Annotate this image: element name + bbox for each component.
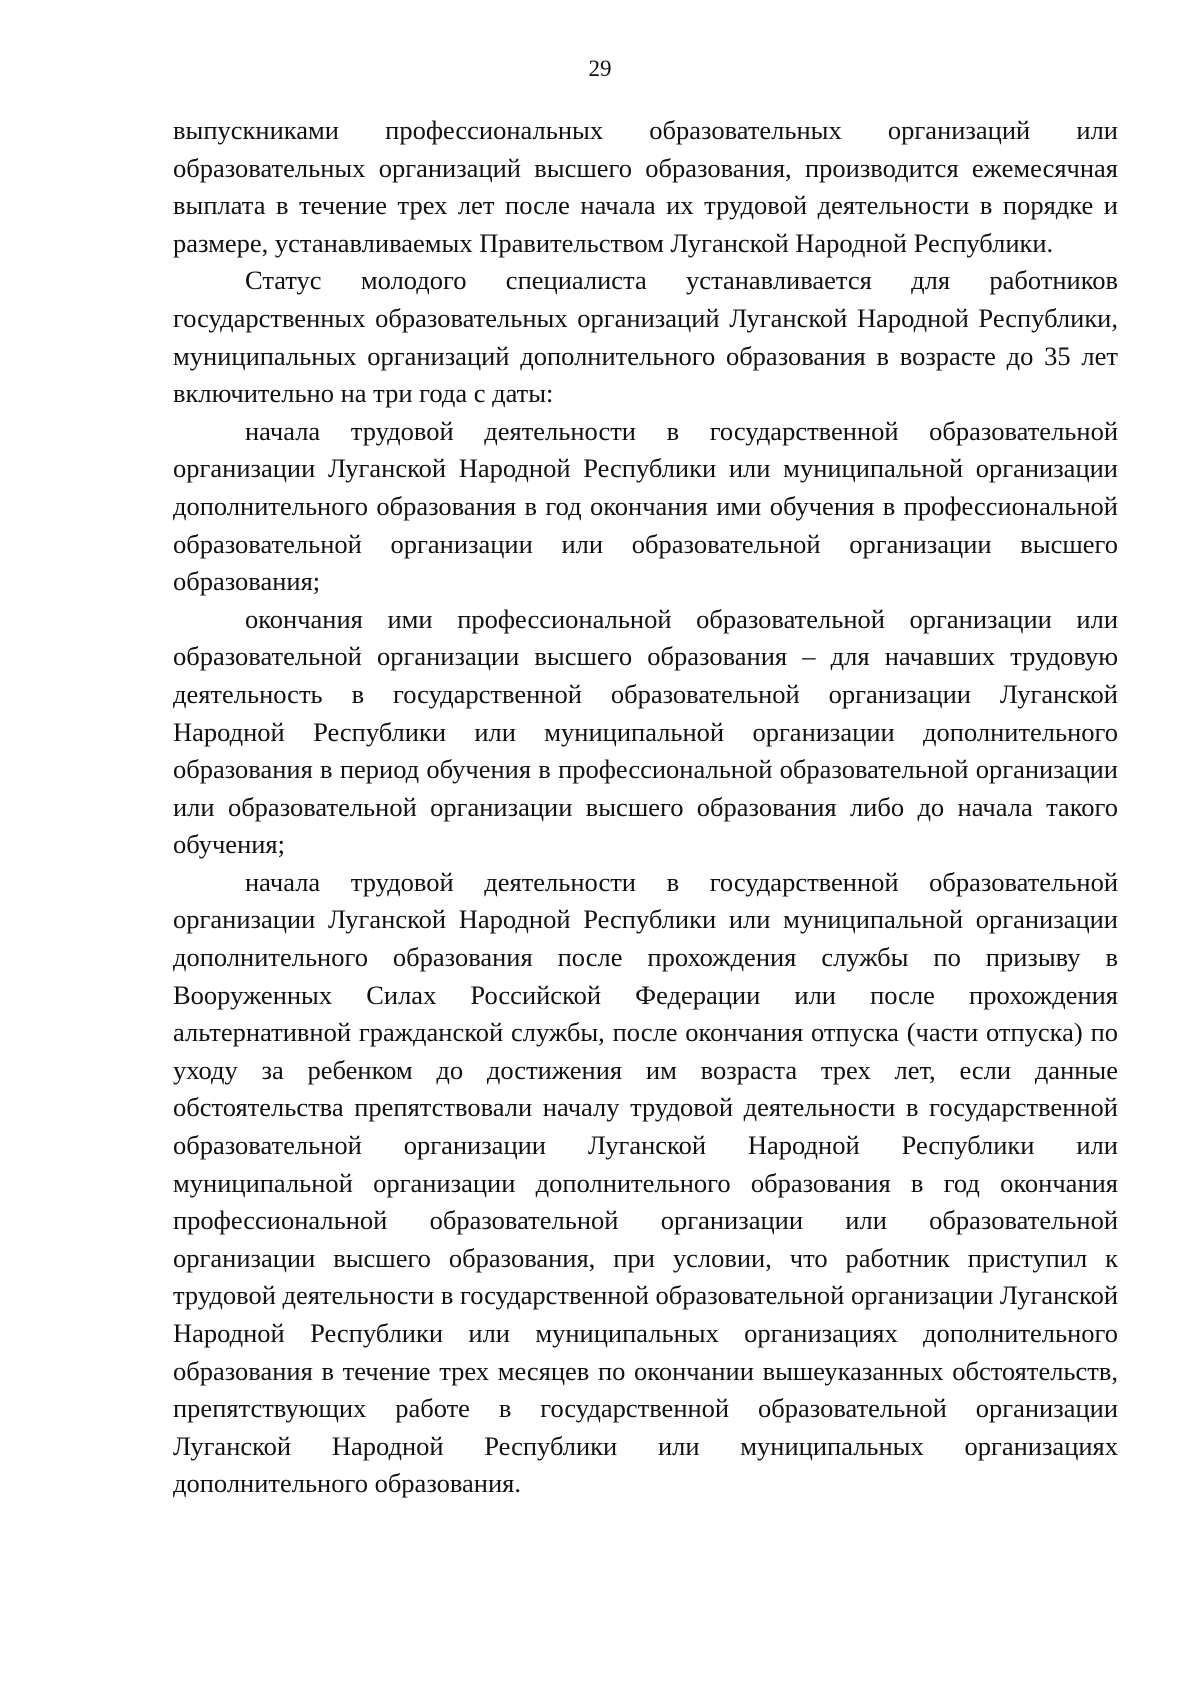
paragraph-continuation: выпускниками профессиональных образовательных организаций или образовательных организаций высшего образования, производится ежемесячная выплата в течение трех лет после начала их трудовой деятельности в порядке и размере, устанавливаемых Правительством Луганской Народной Республики.: [173, 115, 1118, 258]
paragraph-condition-2: окончания ими профессиональной образовательной организации или образовательной организации высшего образования – для начавших трудовую деятельность в государственной образовательной организации Луганской Народной Республики или муниципальной организации дополнительного образования в период обучения в профессиональной образовательной организации или образовательной организации высшего образования либо до начала такого обучения;: [173, 603, 1118, 860]
paragraph-young-specialist-status: Статус молодого специалиста устанавливается для работников государственных образовательных организаций Луганской Народной Республики, муниципальных организаций дополнительного образования в возрасте до 35 лет включительно на три года с даты:: [173, 265, 1118, 409]
page-number: 29: [588, 56, 612, 81]
paragraph-condition-1: начала трудовой деятельности в государственной образовательной организации Луганской Народной Республики или муниципальной организации дополнительного образования в год окончания ими обучения в профессиональной образовательной организации или образовательной организации высшего образования;: [173, 415, 1118, 597]
paragraph-condition-3: начала трудовой деятельности в государственной образовательной организации Луганской Народной Республики или муниципальной организации дополнительного образования после прохождения службы по призыву в Вооруженных Силах Российской Федерации или после прохождения альтернативной гражданской службы, после окончания отпуска (части отпуска) по уходу за ребенком до достижения им возраста трех лет, если данные обстоятельства препятствовали началу трудовой деятельности в государственной образовательной организации Луганской Народной Республики или муниципальной организации дополнительного образования в год окончания профессиональной образовательной организации или образовательной организации высшего образования, при условии, что работник приступил к трудовой деятельности в государственной образовательной организации Луганской Народной Республики или муниципальных организациях дополнительного образования в течение трех месяцев по окончании вышеуказанных обстоятельств, препятствующих работе в государственной образовательной организации Луганской Народной Республики или муниципальных организациях дополнительного образования.: [173, 866, 1118, 1499]
document-body: [173, 112, 1118, 1503]
